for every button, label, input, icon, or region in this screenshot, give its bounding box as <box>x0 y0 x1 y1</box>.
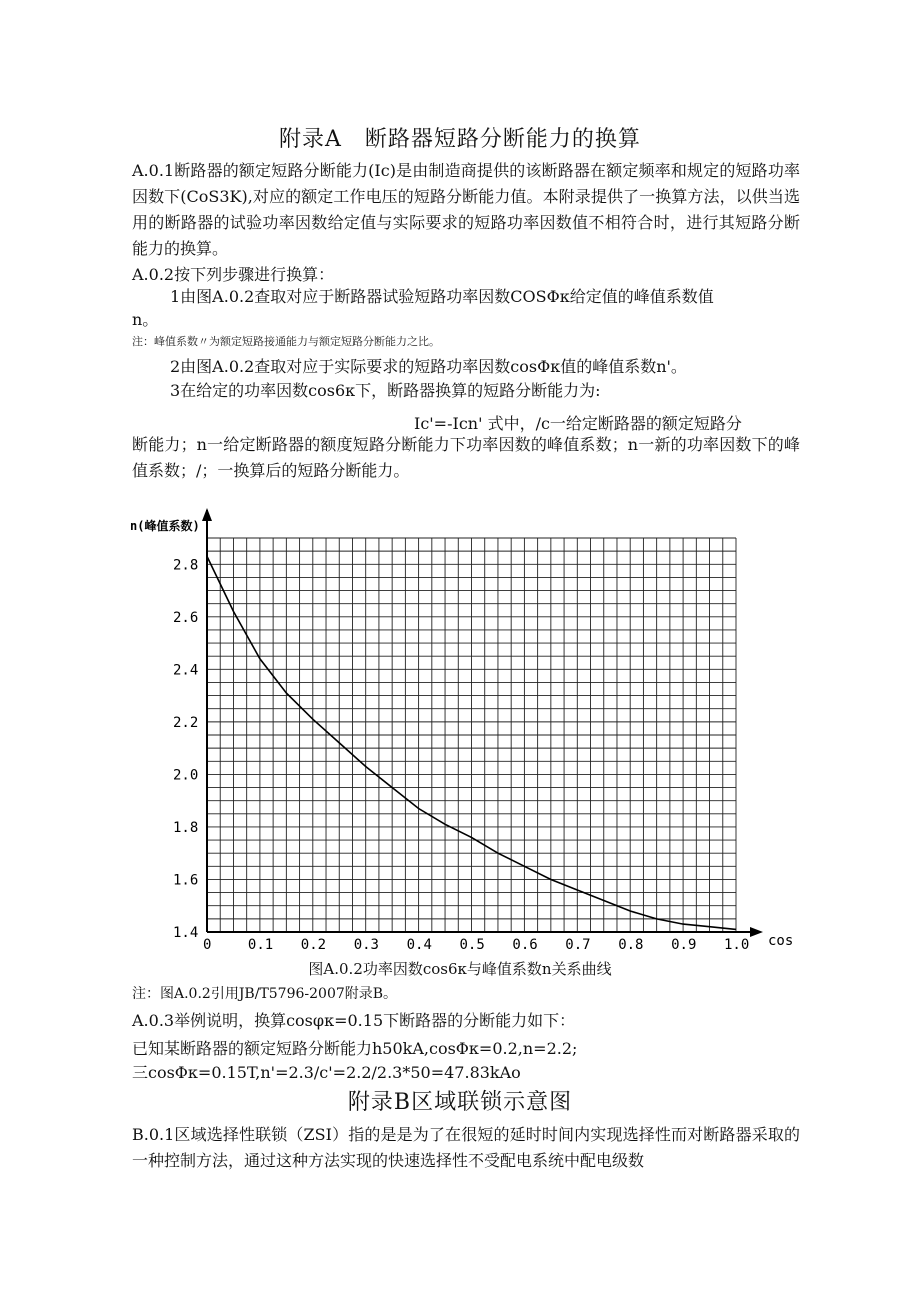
x-axis-arrow <box>750 927 763 937</box>
step3: 3在给定的功率因数cos6κ下，断路器换算的短路分断能力为: <box>170 381 601 400</box>
chart-caption: 图A.0.2功率因数cos6κ与峰值系数n关系曲线 <box>308 960 612 978</box>
step1-line2: n。 <box>132 310 159 329</box>
appendix-b-title: 附录B区域联锁示意图 <box>347 1090 573 1115</box>
para-a01: A.0.1断路器的额定短路分断能力(Ic)是由制造商提供的该断路器在额定频率和规定的短路功率因数下(CoS3K),对应的额定工作电压的短路分断能力值。本附录提供了一换算方法，以供当选用的断路器的试验功率因数给定值与实际要求的短路功率因数值不相符合时，进行其短路分断能力的换算。 <box>132 161 800 258</box>
step2: 2由图A.0.2查取对应于实际要求的短路功率因数cosΦκ值的峰值系数n'。 <box>170 357 687 376</box>
y-tick-label: 2.6 <box>173 609 199 626</box>
x-axis-label: cos <box>768 933 794 949</box>
note-chart-source: 注：图A.0.2引用JB/T5796-2007附录B。 <box>132 986 398 1002</box>
para-a02: A.0.2按下列步骤进行换算： <box>132 265 335 284</box>
peak-factor-chart <box>120 505 810 955</box>
y-tick-label: 1.4 <box>173 925 199 941</box>
x-tick-label: 0 <box>203 937 212 953</box>
y-axis-label: n(峰值系数) <box>130 519 200 533</box>
x-tick-label: 0.2 <box>300 937 327 953</box>
x-tick-label: 0.9 <box>671 937 697 953</box>
para-a03: A.0.3举例说明，换算cosφκ=0.15下断路器的分断能力如下： <box>132 1011 576 1030</box>
x-tick-label: 0.7 <box>565 937 591 953</box>
y-axis-arrow <box>202 508 212 521</box>
x-tick-label: 0.5 <box>459 937 485 953</box>
y-tick-label: 2.8 <box>173 557 199 574</box>
step1-line1: 1由图A.0.2查取对应于断路器试验短路功率因数COSΦκ给定值的峰值系数值 <box>170 287 714 306</box>
x-tick-label: 0.6 <box>512 937 538 953</box>
x-tick-label: 0.8 <box>618 937 644 953</box>
known-values: 已知某断路器的额定短路分断能力h50kA,cosΦκ=0.2,n=2.2; <box>132 1039 578 1058</box>
x-tick-label: 0.4 <box>406 937 432 953</box>
x-tick-label: 1.0 <box>724 937 750 953</box>
y-tick-label: 2.0 <box>173 767 199 784</box>
x-tick-label: 0.3 <box>353 937 379 953</box>
para-b01: B.0.1区域选择性联锁（ZSI）指的是是为了在很短的延时时间内实现选择性而对断路器采取的一种控制方法，通过这种方法实现的快速选择性不受配电系统中配电级数 <box>132 1125 800 1170</box>
x-tick-label: 0.1 <box>247 937 274 953</box>
appendix-a-title: 附录A 断路器短路分断能力的换算 <box>279 127 641 152</box>
y-tick-label: 1.8 <box>173 819 199 836</box>
formula-explanation: 断能力；n一给定断路器的额度短路分断能力下功率因数的峰值系数；n一新的功率因数下的峰值系数；/；一换算后的短路分断能力。 <box>132 435 800 480</box>
formula-line: Ic'=-Icn' 式中，/c一给定断路器的额定短路分 <box>414 414 742 433</box>
note-peak-factor: 注：峰值系数〃为额定短路接通能力与额定短路分断能力之比。 <box>132 335 440 348</box>
y-tick-label: 1.6 <box>173 872 199 889</box>
calculation: 三cosΦκ=0.15T,n'=2.3/c'=2.2/2.3*50=47.83kAo <box>132 1063 521 1082</box>
y-tick-label: 2.4 <box>173 662 199 679</box>
y-tick-label: 2.2 <box>173 714 199 731</box>
